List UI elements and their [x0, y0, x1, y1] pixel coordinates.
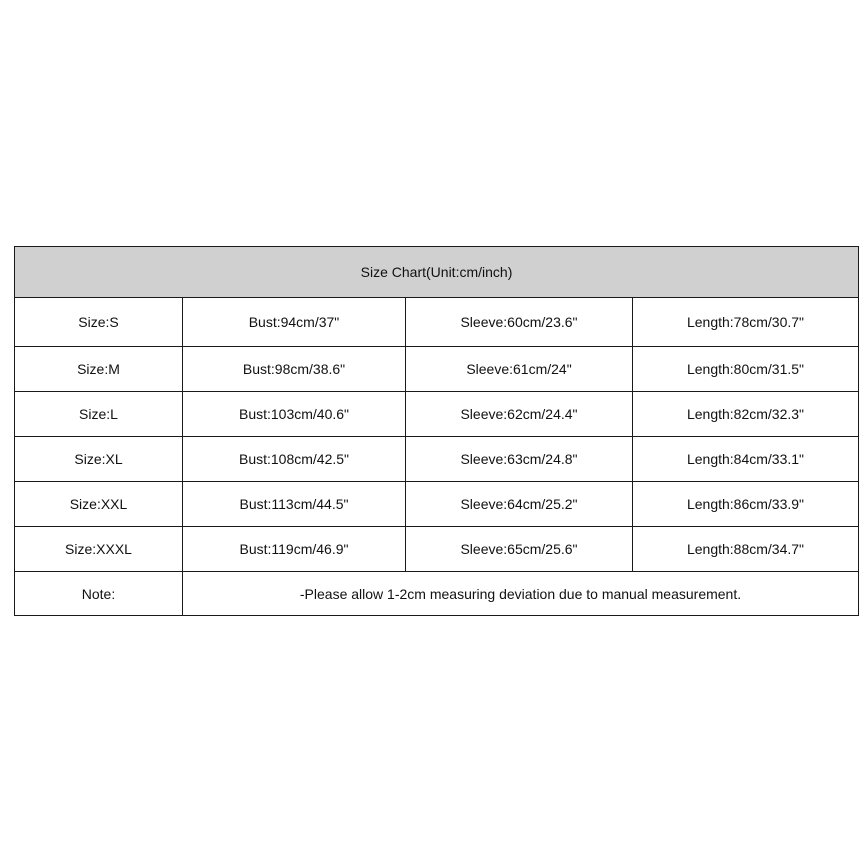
note-text: -Please allow 1-2cm measuring deviation due to manual measurement. — [183, 572, 859, 616]
bust-cell: Bust:108cm/42.5" — [183, 437, 406, 482]
bust-cell: Bust:119cm/46.9" — [183, 527, 406, 572]
length-cell: Length:84cm/33.1" — [633, 437, 859, 482]
note-row — [15, 572, 859, 616]
bust-cell: Bust:98cm/38.6" — [183, 347, 406, 392]
size-chart-title: Size Chart(Unit:cm/inch) — [15, 247, 859, 298]
sleeve-cell: Sleeve:63cm/24.8" — [406, 437, 633, 482]
length-cell: Length:82cm/32.3" — [633, 392, 859, 437]
length-cell: Length:78cm/30.7" — [633, 298, 859, 347]
size-cell: Size:L — [15, 392, 183, 437]
size-cell: Size:XL — [15, 437, 183, 482]
size-chart-header-row — [15, 247, 859, 298]
sleeve-cell: Sleeve:61cm/24" — [406, 347, 633, 392]
table-row — [15, 437, 859, 482]
sleeve-cell: Sleeve:65cm/25.6" — [406, 527, 633, 572]
length-cell: Length:88cm/34.7" — [633, 527, 859, 572]
size-cell: Size:XXXL — [15, 527, 183, 572]
size-chart-table — [14, 246, 859, 616]
size-cell: Size:M — [15, 347, 183, 392]
length-cell: Length:86cm/33.9" — [633, 482, 859, 527]
note-label: Note: — [15, 572, 183, 616]
bust-cell: Bust:103cm/40.6" — [183, 392, 406, 437]
table-row — [15, 392, 859, 437]
sleeve-cell: Sleeve:62cm/24.4" — [406, 392, 633, 437]
length-cell: Length:80cm/31.5" — [633, 347, 859, 392]
table-row — [15, 482, 859, 527]
size-cell: Size:S — [15, 298, 183, 347]
bust-cell: Bust:94cm/37" — [183, 298, 406, 347]
table-row — [15, 347, 859, 392]
sleeve-cell: Sleeve:60cm/23.6" — [406, 298, 633, 347]
table-row — [15, 298, 859, 347]
bust-cell: Bust:113cm/44.5" — [183, 482, 406, 527]
size-cell: Size:XXL — [15, 482, 183, 527]
sleeve-cell: Sleeve:64cm/25.2" — [406, 482, 633, 527]
table-row — [15, 527, 859, 572]
